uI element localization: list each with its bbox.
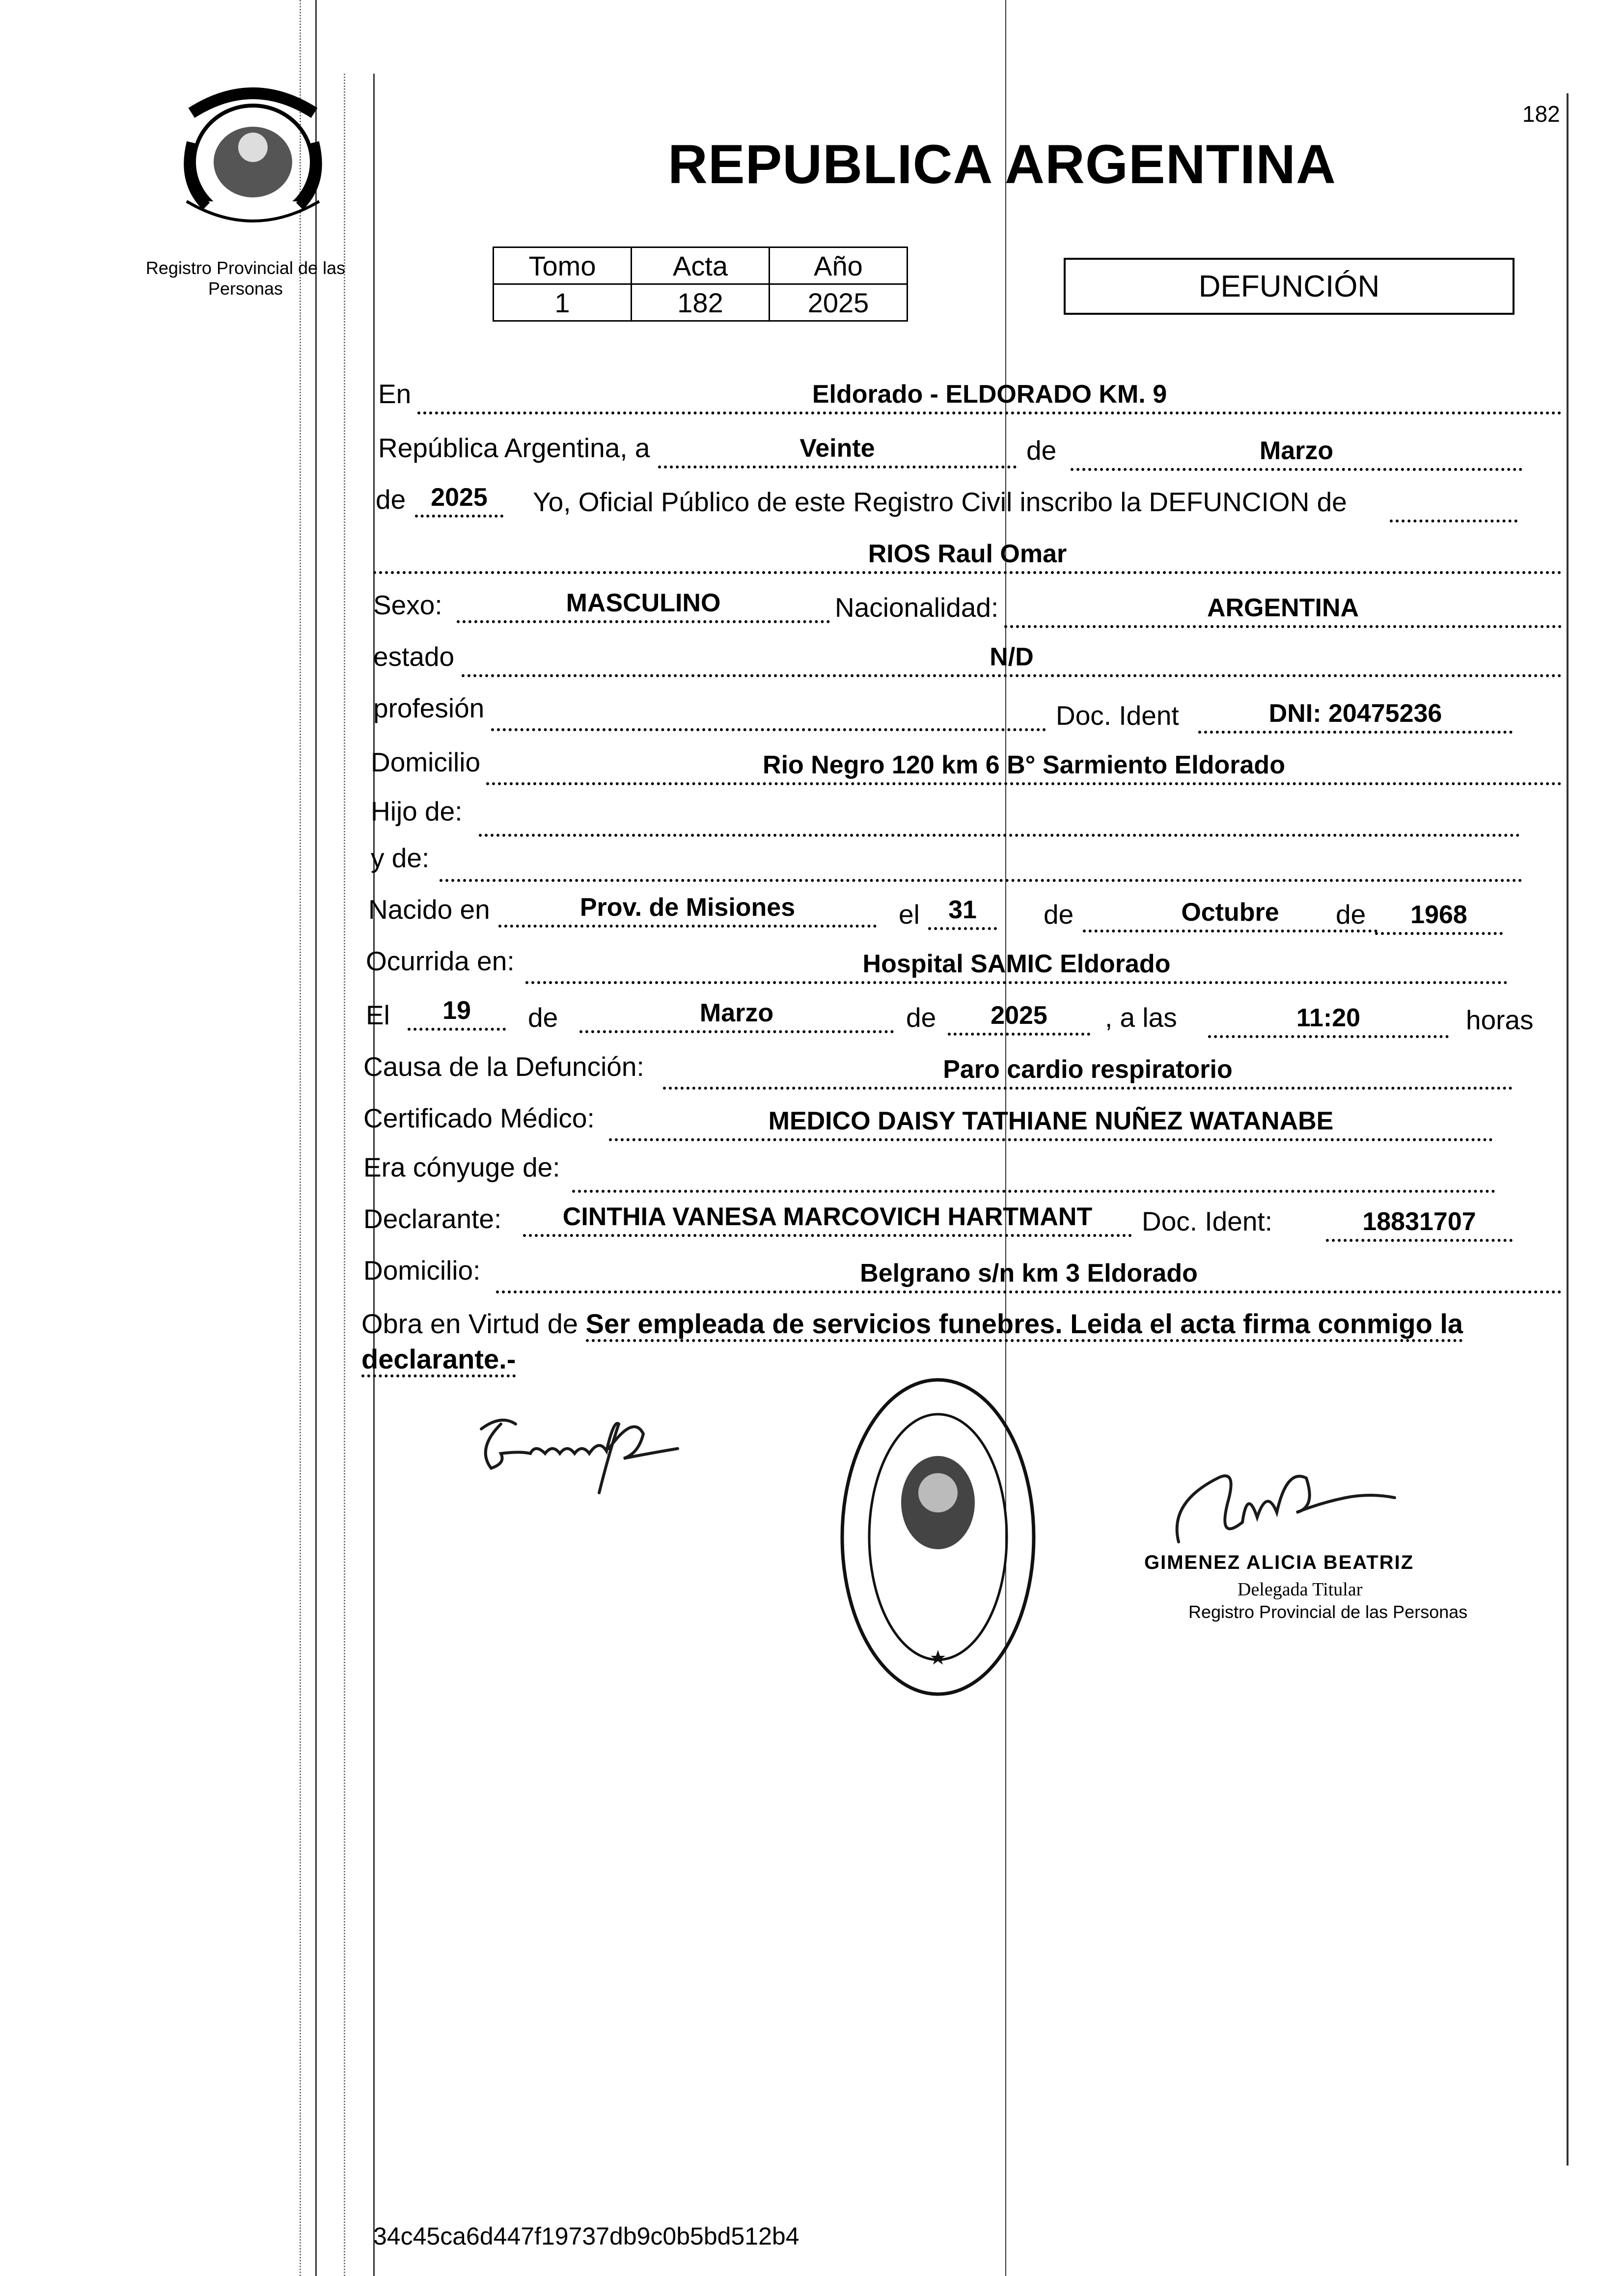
margin-line-1	[300, 0, 301, 2276]
ocurrida-label: Ocurrida en:	[366, 946, 515, 976]
acta-header: Acta	[632, 247, 770, 284]
declarante-value: CINTHIA VANESA MARCOVICH HARTMANT	[523, 1201, 1132, 1237]
conyuge-label: Era cónyuge de:	[363, 1152, 560, 1182]
def-hora: 11:20	[1208, 1002, 1449, 1038]
el-label: el	[899, 899, 920, 930]
nacido-value: Prov. de Misiones	[498, 891, 877, 928]
yde-value	[440, 846, 1522, 882]
profesion-value	[491, 695, 1046, 731]
republica-label: República Argentina, a	[378, 433, 650, 463]
el-label-2: El	[366, 1000, 390, 1030]
anio-prefix: de	[376, 484, 406, 515]
official-signature-icon	[1159, 1458, 1404, 1557]
sexo-value: MASCULINO	[457, 587, 830, 623]
de-label-3: de	[1336, 899, 1366, 930]
declarant-signature-icon	[471, 1404, 678, 1503]
page-title: REPUBLICA ARGENTINA	[668, 134, 1336, 195]
de-label-5: de	[906, 1002, 936, 1033]
decl-doc-label: Doc. Ident:	[1142, 1206, 1272, 1236]
right-margin-line	[1567, 93, 1569, 2166]
conyuge-value	[572, 1156, 1495, 1193]
acta-table	[493, 247, 908, 322]
en-label: En	[378, 379, 412, 409]
margin-line-2	[315, 0, 317, 2276]
margin-line-3	[344, 74, 345, 2276]
nac-mes: Octubre	[1083, 896, 1377, 932]
en-value: Eldorado - ELDORADO KM. 9	[417, 378, 1562, 414]
official-office: Registro Provincial de las Personas	[1188, 1602, 1468, 1622]
domicilio-value: Rio Negro 120 km 6 B° Sarmiento Eldorado	[486, 749, 1562, 785]
nombre-value: RIOS Raul Omar	[373, 538, 1562, 574]
horas-label: horas	[1466, 1005, 1534, 1035]
provincial-seal-icon	[172, 83, 334, 236]
tomo-header: Tomo	[494, 247, 632, 284]
domicilio-2-label: Domicilio:	[363, 1255, 481, 1286]
def-anio: 2025	[948, 999, 1090, 1036]
official-name: GIMENEZ ALICIA BEATRIZ	[1144, 1552, 1414, 1573]
obra-value: Ser empleada de servicios funebres. Leida el acta firma conmigo la declarante.-	[361, 1308, 1463, 1377]
def-mes: Marzo	[579, 997, 894, 1033]
alas-label: , a las	[1105, 1002, 1177, 1033]
nacionalidad-value: ARGENTINA	[1004, 592, 1562, 628]
certificado-value: MEDICO DAISY TATHIANE NUÑEZ WATANABE	[609, 1105, 1493, 1141]
domicilio-label: Domicilio	[371, 747, 481, 777]
defuncion-blank	[1390, 486, 1517, 522]
sexo-label: Sexo:	[373, 590, 442, 620]
domicilio-2-value: Belgrano s/n km 3 Eldorado	[496, 1257, 1562, 1293]
doc-label: Doc. Ident	[1056, 700, 1179, 731]
official-stamp-icon	[835, 1375, 1041, 1699]
nac-dia: 31	[928, 894, 997, 930]
oficial-text: Yo, Oficial Público de este Registro Civil inscribo la DEFUNCION de	[533, 487, 1347, 517]
hijo-value	[479, 800, 1520, 837]
doc-value: DNI: 20475236	[1198, 697, 1513, 734]
mes-value: Marzo	[1071, 435, 1522, 471]
de-label-4: de	[528, 1002, 558, 1033]
page-number: 182	[1522, 101, 1560, 127]
decl-doc-value: 18831707	[1326, 1206, 1513, 1242]
certificado-label: Certificado Médico:	[363, 1103, 595, 1133]
estado-value: N/D	[462, 641, 1562, 677]
ocurrida-value: Hospital SAMIC Eldorado	[525, 948, 1508, 984]
estado-label: estado	[373, 641, 455, 672]
de-label-2: de	[1044, 899, 1074, 930]
anio-field: 2025	[415, 481, 503, 518]
anio-header: Año	[770, 247, 908, 284]
document-type-box: DEFUNCIÓN	[1064, 258, 1514, 315]
declarante-label: Declarante:	[363, 1204, 502, 1234]
nacido-label: Nacido en	[368, 894, 490, 925]
yde-label: y de:	[371, 843, 430, 873]
dia-value: Veinte	[658, 432, 1017, 468]
acta-value: 182	[632, 284, 770, 321]
obra-label: Obra en Virtud de	[361, 1308, 578, 1339]
document-hash: 34c45ca6d447f19737db9c0b5bd512b4	[373, 2222, 799, 2250]
def-dia: 19	[408, 994, 506, 1031]
official-role: Delegada Titular	[1238, 1579, 1363, 1600]
nac-anio: 1968	[1375, 899, 1503, 935]
anio-value: 2025	[770, 284, 908, 321]
hijo-label: Hijo de:	[371, 796, 463, 826]
registro-label: Registro Provincial de las Personas	[145, 258, 346, 299]
causa-label: Causa de la Defunción:	[363, 1051, 644, 1082]
tomo-value: 1	[494, 284, 632, 321]
causa-value: Paro cardio respiratorio	[663, 1053, 1513, 1090]
de-label: de	[1026, 435, 1057, 466]
profesion-label: profesión	[373, 693, 485, 723]
obra-paragraph	[361, 1306, 1565, 1377]
nacionalidad-label: Nacionalidad:	[835, 592, 999, 623]
